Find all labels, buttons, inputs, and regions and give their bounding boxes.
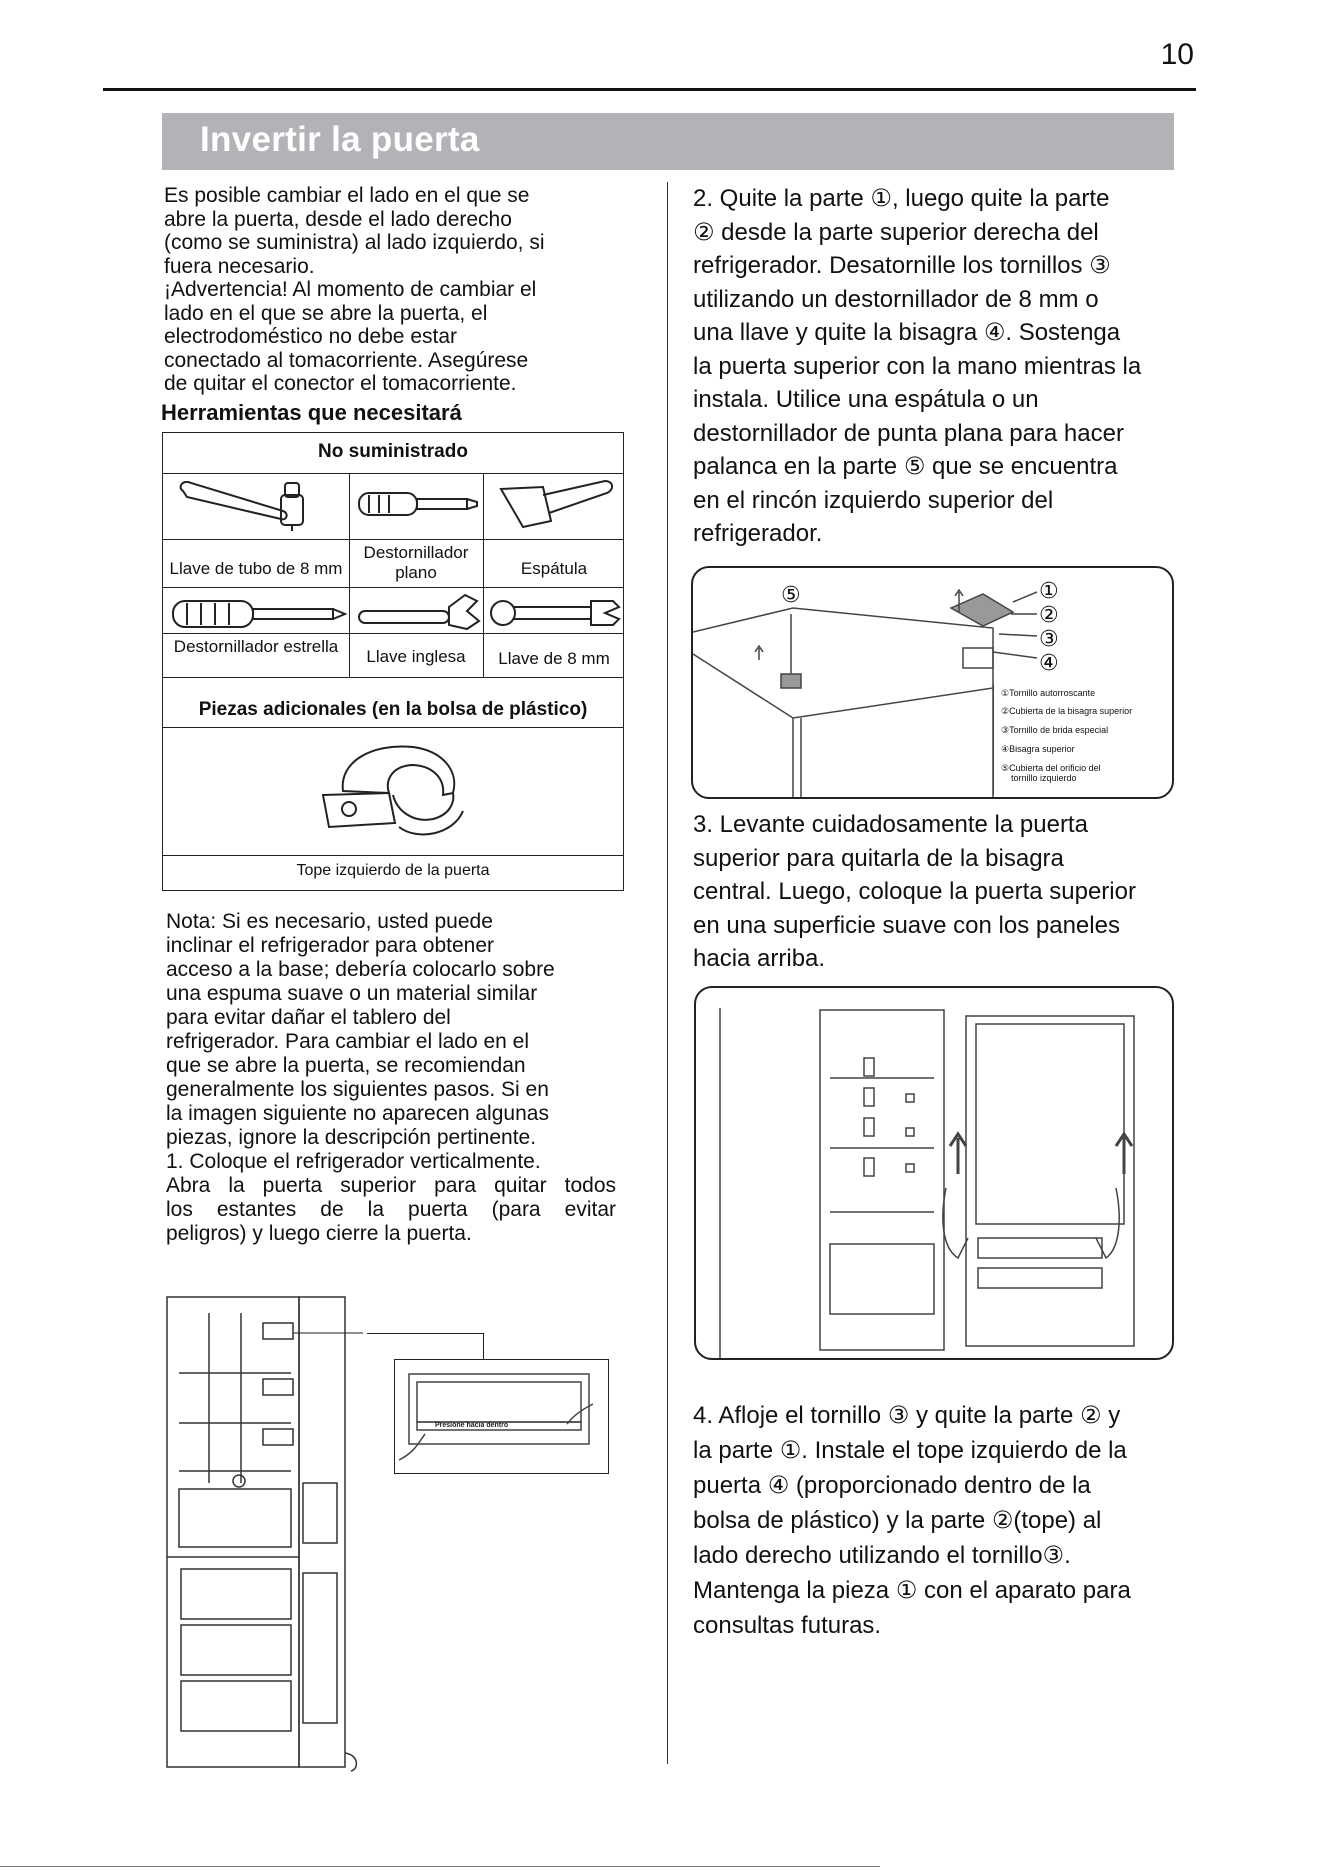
tool-label: Espátula xyxy=(520,559,588,578)
tools-table xyxy=(162,432,624,891)
callout-line xyxy=(483,1333,484,1359)
callout-line xyxy=(367,1333,483,1334)
tool-label: Destornillador estrella xyxy=(173,637,339,656)
text-line: la imagen siguiente no aparecen algunas xyxy=(166,1102,549,1125)
text-line: puerta ④ (proporcionado dentro de la xyxy=(693,1472,1091,1499)
text-line: 1. Coloque el refrigerador verticalmente. xyxy=(166,1150,541,1173)
hinge-removal-figure xyxy=(691,566,1174,799)
table-header-not-supplied: No suministrado xyxy=(318,441,468,462)
text-line: peligros) y luego cierre la puerta. xyxy=(166,1222,472,1245)
text-line: bolsa de plástico) y la parte ②(tope) al xyxy=(693,1507,1102,1534)
text-line: superior para quitarla de la bisagra xyxy=(693,844,1064,872)
legend-item: ③Tornillo de brida especial xyxy=(1001,725,1109,735)
legend-item: ⑤Cubierta del orificio del xyxy=(1001,763,1101,773)
text-line: hacia arriba. xyxy=(693,945,826,972)
text-line: una llave y quite la bisagra ④. Sostenga xyxy=(693,319,1121,346)
text-line: electrodoméstico no debe estar xyxy=(164,325,458,348)
flat-screwdriver-icon xyxy=(353,485,481,523)
text-line: la parte ①. Instale el tope izquierdo de la xyxy=(693,1437,1127,1464)
adjustable-wrench-icon xyxy=(353,591,485,633)
text-line: destornillador de punta plana para hacer xyxy=(693,419,1124,447)
extra-part-caption: Tope izquierdo de la puerta xyxy=(296,862,490,879)
legend-item: ①Tornillo autorroscante xyxy=(1001,688,1096,698)
marker-5: ⑤ xyxy=(781,582,801,607)
marker-2: ② xyxy=(1039,602,1059,627)
text-line: central. Luego, coloque la puerta superior xyxy=(693,878,1136,905)
door-stop-part-icon xyxy=(303,731,473,851)
text-line: inclinar el refrigerador para obtener xyxy=(166,934,495,957)
header-rule xyxy=(103,88,1196,91)
text-line: una espuma suave o un material similar xyxy=(166,982,538,1005)
text-line: utilizando un destornillador de 8 mm o xyxy=(693,285,1099,313)
page-title: Invertir la puerta xyxy=(200,120,480,159)
text-line: refrigerador. xyxy=(693,520,823,547)
fridge-open-illustration xyxy=(163,1293,363,1775)
step-3-paragraph xyxy=(693,808,1213,976)
text-line: piezas, ignore la descripción pertinente. xyxy=(166,1126,537,1149)
phillips-screwdriver-icon xyxy=(169,593,349,633)
lift-door-figure xyxy=(694,986,1174,1360)
text-line: en el rincón izquierdo superior del xyxy=(693,486,1054,514)
legend-item: tornillo izquierdo xyxy=(1011,773,1077,783)
text-line: fuera necesario. xyxy=(164,254,315,278)
text-line: ② desde la parte superior derecha del xyxy=(693,218,1099,246)
text-line: Mantenga la pieza ① con el aparato para xyxy=(693,1577,1131,1604)
text-line: 3. Levante cuidadosamente la puerta xyxy=(693,811,1088,838)
marker-3: ③ xyxy=(1039,626,1059,651)
legend-item: ②Cubierta de la bisagra superior xyxy=(1001,706,1133,716)
text-line: lado derecho utilizando el tornillo③. xyxy=(693,1542,1071,1569)
text-line: Nota: Si es necesario, usted puede xyxy=(166,910,493,933)
tool-label: Destornillador plano xyxy=(363,543,469,582)
table-header-extra-parts: Piezas adicionales (en la bolsa de plástico) xyxy=(198,699,588,720)
text-line: Es posible cambiar el lado en el que se xyxy=(164,184,530,207)
text-line: acceso a la base; debería colocarlo sobre xyxy=(166,958,555,981)
open-wrench-icon xyxy=(487,593,623,633)
text-line: los estantes de la puerta (para evitar xyxy=(166,1198,616,1221)
text-line: palanca en la parte ⑤ que se encuentra xyxy=(693,453,1118,480)
zoom-detail-figure xyxy=(394,1359,609,1474)
zoom-label: Presione hacia dentro xyxy=(435,1422,509,1429)
note-paragraph xyxy=(166,910,616,1246)
text-line: refrigerador. Para cambiar el lado en el xyxy=(166,1030,530,1053)
tool-label: Llave inglesa xyxy=(366,647,466,666)
text-line: para evitar dañar el tablero del xyxy=(166,1006,451,1029)
legend-item: ④Bisagra superior xyxy=(1001,744,1075,754)
tool-label: Llave de 8 mm xyxy=(498,649,610,668)
text-line: ¡Advertencia! Al momento de cambiar el xyxy=(164,278,537,301)
text-line: que se abre la puerta, se recomiendan xyxy=(166,1054,526,1077)
text-line: consultas futuras. xyxy=(693,1612,882,1639)
tool-label: Llave de tubo de 8 mm xyxy=(169,559,343,578)
marker-4: ④ xyxy=(1039,650,1059,675)
text-line: en una superficie suave con los paneles xyxy=(693,911,1120,939)
tools-heading: Herramientas que necesitará xyxy=(161,400,462,425)
text-line: instala. Utilice una espátula o un xyxy=(693,386,1039,413)
spatula-icon xyxy=(493,477,617,533)
text-line: abre la puerta, desde el lado derecho xyxy=(164,207,512,231)
text-line: conectado al tomacorriente. Asegúrese xyxy=(164,348,529,372)
footer-rule xyxy=(0,1866,880,1867)
page-number: 10 xyxy=(1160,38,1194,71)
text-line: refrigerador. Desatornille los tornillos ③ xyxy=(693,252,1111,279)
text-line: la puerta superior con la mano mientras la xyxy=(693,352,1142,380)
text-line: de quitar el conector el tomacorriente. xyxy=(164,372,517,395)
text-line: lado en el que se abre la puerta, el xyxy=(164,301,488,325)
socket-wrench-icon xyxy=(173,477,343,533)
intro-paragraph xyxy=(164,184,624,396)
column-divider xyxy=(667,182,668,1764)
text-line: 4. Afloje el tornillo ③ y quite la parte ② y xyxy=(693,1402,1121,1429)
text-line: 2. Quite la parte ①, luego quite la parte xyxy=(693,185,1110,212)
text-line: generalmente los siguientes pasos. Si en xyxy=(166,1078,549,1101)
step-2-paragraph xyxy=(693,182,1213,551)
text-line: Abra la puerta superior para quitar todos xyxy=(166,1174,616,1197)
text-line: (como se suministra) al lado izquierdo, si xyxy=(164,231,545,254)
step-4-paragraph xyxy=(693,1398,1213,1643)
marker-1: ① xyxy=(1039,578,1059,603)
